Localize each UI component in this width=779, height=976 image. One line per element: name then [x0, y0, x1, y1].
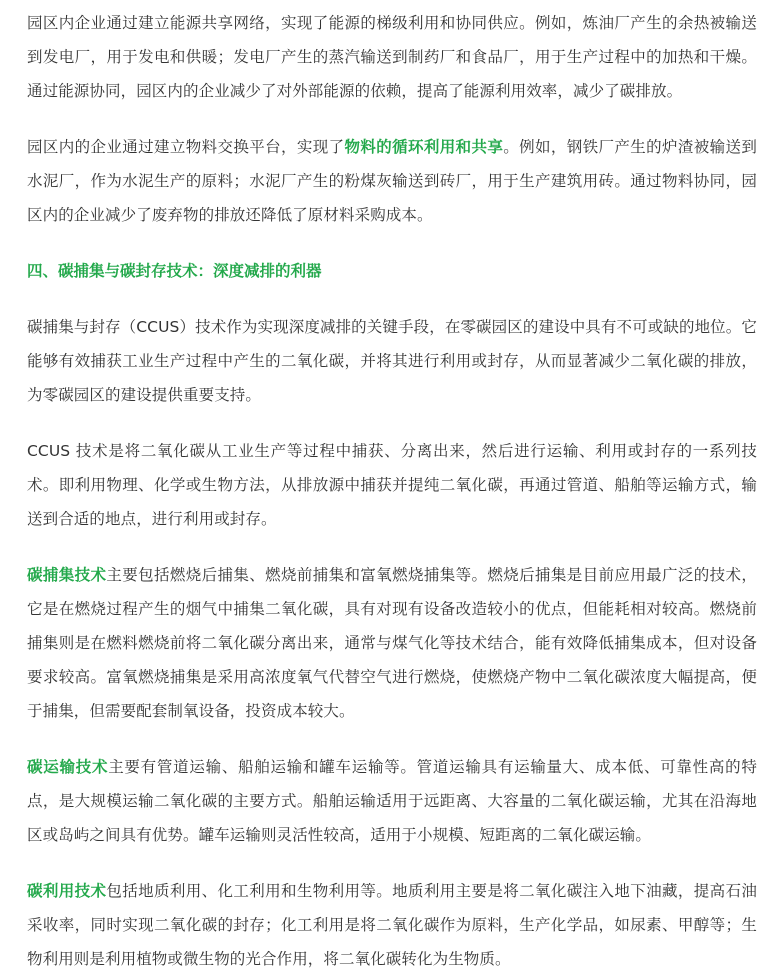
paragraph-material-synergy [27, 130, 757, 232]
paragraph-text: 。例如，钢铁厂产生的炉渣被输送到水泥厂，作为水泥生产的原料；水泥厂产生的粉煤灰输送到砖厂，用于生产建筑用砖。通过物料协同，园区内的企业减少了废弃物的排放还降低了原材料采购成本。 [27, 138, 757, 224]
paragraph-text: 主要包括燃烧后捕集、燃烧前捕集和富氧燃烧捕集等。燃烧后捕集是目前应用最广泛的技术，它是在燃烧过程产生的烟气中捕集二氧化碳，具有对现有设备改造较小的优点，但能耗相对较高。燃烧前捕集则是在燃料燃烧前将二氧化碳分离出来，通常与煤气化等技术结合，能有效降低捕集成本，但对设备要求较高。富氧燃烧捕集是采用高浓度氧气代替空气进行燃烧，使燃烧产物中二氧化碳浓度大幅提高，便于捕集，但需要配套制氧设备，投资成本较大。 [27, 566, 757, 720]
paragraph-carbon-capture [27, 558, 757, 728]
paragraph-text: 主要有管道运输、船舶运输和罐车运输等。管道运输具有运输量大、成本低、可靠性高的特点，是大规模运输二氧化碳的主要方式。船舶运输适用于远距离、大容量的二氧化碳运输，尤其在沿海地区或岛屿之间具有优势。罐车运输则灵活性较高，适用于小规模、短距离的二氧化碳运输。 [27, 758, 757, 844]
highlighted-phrase: 物料的循环利用和共享 [344, 138, 504, 156]
paragraph-text: 园区内的企业通过建立物料交换平台，实现了 [27, 138, 345, 156]
highlighted-term: 碳利用技术 [27, 882, 107, 900]
paragraph-ccus-intro [27, 310, 757, 412]
paragraph-ccus-definition [27, 434, 757, 536]
highlighted-term: 碳运输技术 [27, 758, 109, 776]
paragraph-carbon-transport [27, 750, 757, 852]
highlighted-term: 碳捕集技术 [27, 566, 107, 584]
paragraph-text: 碳捕集与封存（CCUS）技术作为实现深度减排的关键手段，在零碳园区的建设中具有不可或缺的地位。它能够有效捕获工业生产过程中产生的二氧化碳，并将其进行利用或封存，从而显著减少二氧化碳的排放，为零碳园区的建设提供重要支持。 [27, 318, 757, 404]
paragraph-carbon-utilization [27, 874, 757, 976]
paragraph-text: 包括地质利用、化工利用和生物利用等。地质利用主要是将二氧化碳注入地下油藏，提高石油采收率，同时实现二氧化碳的封存；化工利用是将二氧化碳作为原料，生产化学品，如尿素、甲醇等；生物利用则是利用植物或微生物的光合作用，将二氧化碳转化为生物质。 [27, 882, 757, 968]
paragraph-text: 园区内企业通过建立能源共享网络，实现了能源的梯级利用和协同供应。例如，炼油厂产生的余热被输送到发电厂，用于发电和供暖；发电厂产生的蒸汽输送到制药厂和食品厂，用于生产过程中的加热和干燥。通过能源协同，园区内的企业减少了对外部能源的依赖，提高了能源利用效率，减少了碳排放。 [27, 14, 757, 100]
paragraph-text: CCUS 技术是将二氧化碳从工业生产等过程中捕获、分离出来，然后进行运输、利用或封存的一系列技术。即利用物理、化学或生物方法，从排放源中捕获并提纯二氧化碳，再通过管道、船舶等运输方式，输送到合适的地点，进行利用或封存。 [27, 442, 757, 528]
section-heading: 四、碳捕集与碳封存技术：深度减排的利器 [27, 262, 322, 280]
paragraph-energy-synergy [27, 6, 757, 108]
